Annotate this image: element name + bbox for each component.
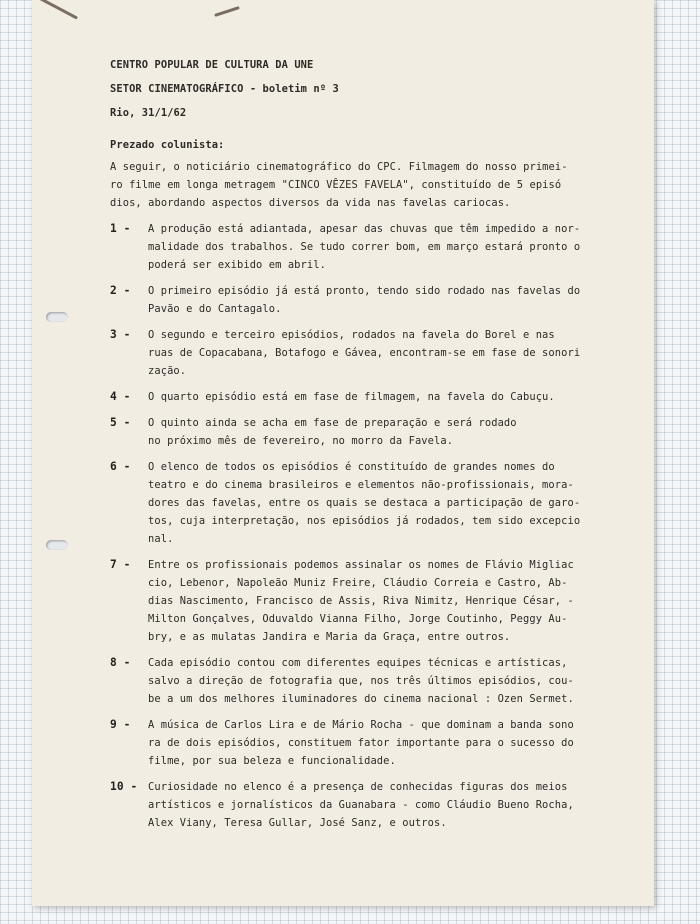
item-number: 4 - — [110, 390, 131, 403]
item-text: Cada episódio contou com diferentes equipes técnicas e artísticas, salvo a direção de fotografia que, nos três últimos episódios, cou- be a um dos melhores iluminadores do cinema nacional : Ozen Sermet. — [148, 657, 574, 705]
item-text: Entre os profissionais podemos assinalar os nomes de Flávio Migliac cio, Lebenor, Napoleão Muniz Freire, Cláudio Correia e Castro, Ab- dias Nascimento, Francisco de Assis, Riva Nimitz, Henrique César, - Milton Gonçalves, Oduvaldo Vianna Filho, Jorge Coutinho, Peggy Au- bry, e as mulatas Jandira e Maria da Graça, entre outros. — [148, 559, 574, 643]
item-text: O segundo e terceiro episódios, rodados na favela do Borel e nas ruas de Copacabana, Botafogo e Gávea, encontram-se em fase de sonori zação. — [148, 329, 581, 377]
list-item — [110, 414, 650, 450]
list-item — [110, 556, 650, 646]
intro-paragraph: A seguir, o noticiário cinematográfico do CPC. Filmagem do nosso primei- ro filme em longa metragem "CINCO VÊZES FAVELA", constituído de 5 episó dios, abordando aspectos diversos da vida nas favelas cariocas. — [110, 161, 568, 209]
item-text: A música de Carlos Lira e de Mário Rocha - que dominam a banda sono ra de dois episódios, constituem fator importante para o sucesso do filme, por sua beleza e funcionalidade. — [148, 719, 574, 767]
list-item — [110, 220, 650, 274]
list-item — [110, 282, 650, 318]
item-text: O elenco de todos os episódios é constituído de grandes nomes do teatro e do cinema brasileiros e elementos não-profissionais, mora- dores das favelas, entre os quais se destaca a participação de garo- tos, cuja interpretação, nos episódios já rodados, tem sido excepcio nal. — [148, 461, 581, 545]
document-body — [110, 56, 650, 840]
bulletin-title: SETOR CINEMATOGRÁFICO - boletim nº 3 — [110, 83, 339, 95]
item-text: O quinto ainda se acha em fase de preparação e será rodado no próximo mês de fevereiro, no morro da Favela. — [148, 417, 517, 447]
list-item — [110, 778, 650, 832]
list-item — [110, 654, 650, 708]
document-date: Rio, 31/1/62 — [110, 107, 187, 119]
item-number: 6 - — [110, 460, 131, 473]
item-number: 8 - — [110, 656, 131, 669]
item-number: 1 - — [110, 222, 131, 235]
list-item — [110, 326, 650, 380]
item-text: Curiosidade no elenco é a presença de conhecidas figuras dos meios artísticos e jornalísticos da Guanabara - como Cláudio Bueno Rocha, Alex Viany, Teresa Gullar, José Sanz, e outros. — [148, 781, 574, 829]
punch-hole — [46, 540, 68, 550]
list-item — [110, 716, 650, 770]
pencil-mark — [214, 6, 240, 17]
list-item — [110, 388, 650, 406]
item-text: O quarto episódio está em fase de filmagem, na favela do Cabuçu. — [148, 391, 555, 403]
item-number: 7 - — [110, 558, 131, 571]
item-text: A produção está adiantada, apesar das chuvas que têm impedido a nor- malidade dos trabalhos. Se tudo correr bom, em março estará pronto o poderá ser exibido em abril. — [148, 223, 581, 271]
item-text: O primeiro episódio já está pronto, tendo sido rodado nas favelas do Pavão e do Cantagalo. — [148, 285, 581, 315]
pencil-mark — [36, 0, 78, 20]
item-number: 10 - — [110, 780, 138, 793]
typewritten-page — [32, 0, 654, 906]
list-item — [110, 458, 650, 548]
item-number: 5 - — [110, 416, 131, 429]
item-number: 9 - — [110, 718, 131, 731]
punch-hole — [46, 312, 68, 322]
item-number: 2 - — [110, 284, 131, 297]
org-name: CENTRO POPULAR DE CULTURA DA UNE — [110, 59, 314, 71]
item-number: 3 - — [110, 328, 131, 341]
salutation: Prezado colunista: — [110, 139, 225, 151]
